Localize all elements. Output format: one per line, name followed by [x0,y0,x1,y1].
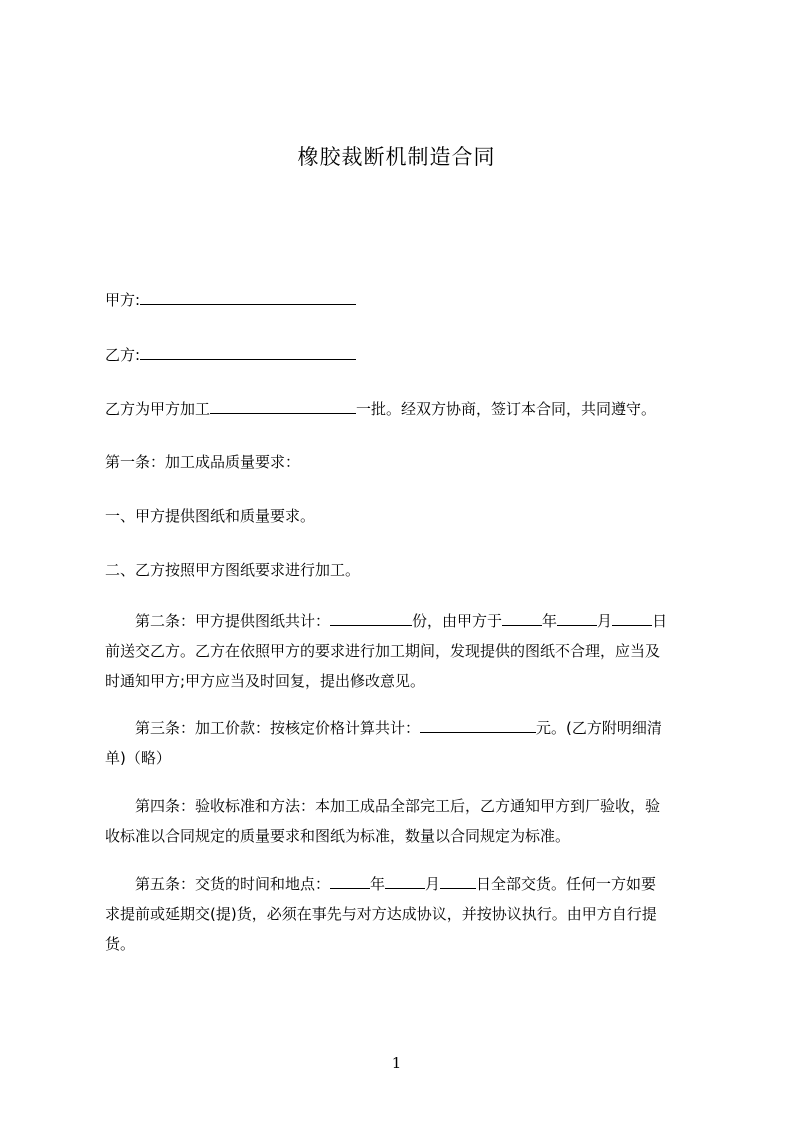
party-b-blank[interactable] [140,343,356,360]
party-a-label: 甲方: [105,291,141,309]
article3-text-1: 第三条：加工价款：按核定价格计算共计： [135,719,421,737]
article2-day-label: 日 [652,612,668,630]
article5-year-blank[interactable] [330,872,370,889]
article2-paragraph [105,606,705,696]
article3-text-2: 元。(乙方附明细清 [536,719,662,737]
article2-line3: 时通知甲方;甲方应当及时回复，提出修改意见。 [105,672,426,690]
article5-paragraph [105,869,705,959]
article1-heading: 第一条：加工成品质量要求： [105,453,301,471]
article3-line1 [105,713,705,743]
article2-year-blank[interactable] [502,609,542,626]
article2-text-2: 份，由甲方于 [412,612,503,630]
article5-year-label: 年 [370,875,386,893]
article2-month-blank[interactable] [557,609,597,626]
party-a-line [105,285,705,315]
article1-item2: 二、乙方按照甲方图纸要求进行加工。 [105,561,361,579]
document-title: 橡胶裁断机制造合同 [297,145,496,169]
article5-month-blank[interactable] [385,872,425,889]
party-b-line [105,340,705,370]
article4-line2: 收标准以合同规定的质量要求和图纸为标准，数量以合同规定为标准。 [105,827,571,845]
intro-text-1: 乙方为甲方加工 [105,400,211,418]
drawings-count-blank[interactable] [330,609,412,626]
article2-line1 [105,606,705,636]
article2-day-blank[interactable] [612,609,652,626]
article5-month-label: 月 [425,875,441,893]
intro-paragraph [105,394,705,424]
page-number: 1 [391,1054,402,1072]
article5-line2: 求提前或延期交(提)货，必须在事先与对方达成协议，并按协议执行。由甲方自行提 [105,905,657,923]
party-a-blank[interactable] [140,288,356,305]
article4-paragraph [105,791,705,851]
article3-paragraph [105,713,705,773]
article5-line3: 货。 [105,935,136,953]
party-b-label: 乙方: [105,346,141,364]
article5-text-1: 第五条：交货的时间和地点： [135,875,331,893]
article2-text-1: 第二条：甲方提供图纸共计： [135,612,331,630]
article1-item1: 一、甲方提供图纸和质量要求。 [105,507,316,525]
product-blank[interactable] [210,397,356,414]
price-blank[interactable] [420,716,536,733]
article5-text-2: 日全部交货。任何一方如要 [476,875,657,893]
article2-year-label: 年 [542,612,558,630]
article2-line2: 前送交乙方。乙方在依照甲方的要求进行加工期间，发现提供的图纸不合理，应当及 [105,642,661,660]
article3-line2: 单)（略） [105,749,171,767]
intro-text-2: 一批。经双方协商，签订本合同，共同遵守。 [356,400,657,418]
article4-line1: 第四条：验收标准和方法：本加工成品全部完工后，乙方通知甲方到厂验收，验 [135,797,661,815]
article5-day-blank[interactable] [440,872,476,889]
article5-line1 [105,869,705,899]
article2-month-label: 月 [597,612,613,630]
